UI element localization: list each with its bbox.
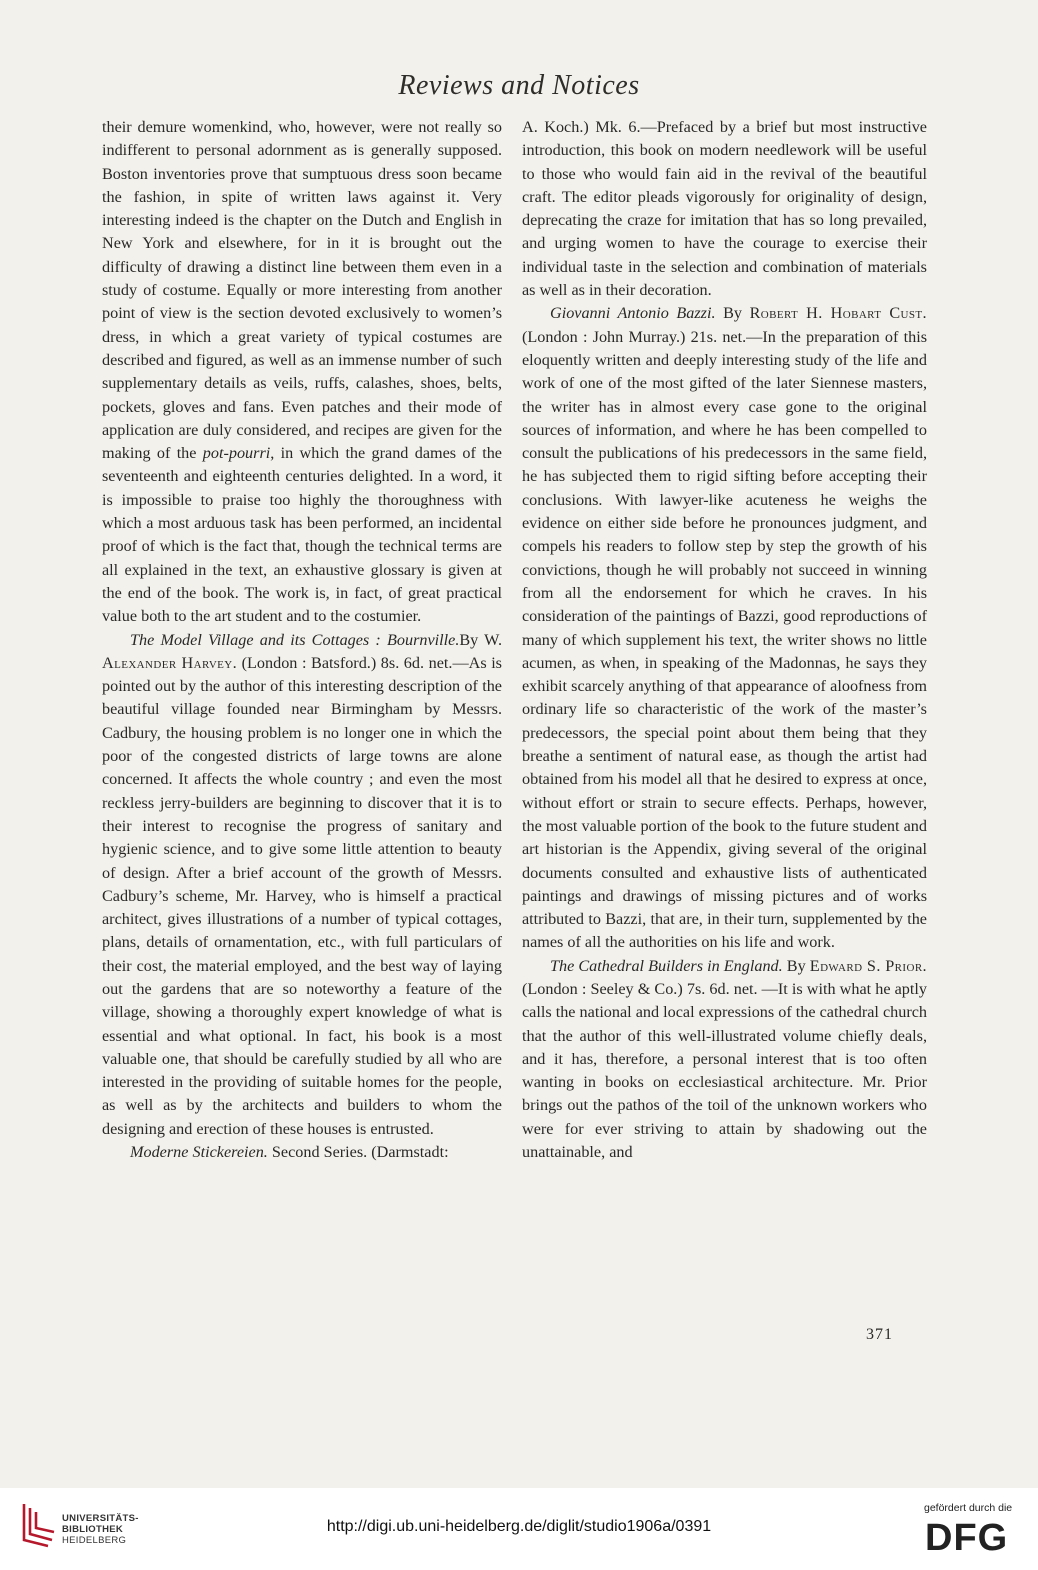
book-author: Alexander Harvey. [102,653,238,672]
running-head: Reviews and Notices [398,70,640,101]
paragraph-text: (London : Batsford.) 8s. 6d. net.—As is pointed out by the author of this interesting description of the beautiful village founded near Birmingham by Messrs. Cadbury, the housing problem is no longer one in which the poor of the congested districts of large towns are alone concerned. It affects the whole country ; and even the most reckless jerry-builders are beginning to discover that it is to their interest to recognise the progress of sanitary and hygienic science, and to give some little attention to beauty of design. After a brief account of the growth of Messrs. Cadbury’s scheme, Mr. Harvey, who is himself a practical architect, gives illustrations of a number of typical cottages, plans, details of ornamentation, etc., with full particulars of their cost, the material employed, and the best way of laying out the gardens that are so noteworthy a feature of the village, showing a thoroughly expert knowledge of what is essential and what optional. In fact, his book is a most valuable one, that should be carefully studied by all who are interested in the providing of suitable homes for the people, as well as by the architects and builders to whom the designing and erection of these houses is entrusted. [102,653,502,1138]
paragraph-text: , in which the grand dames of the seventeenth and eighteenth centuries delighted. In a word, it is impossible to praise too highly the thoroughness with which a most arduous task has been performed, an incidental proof of which is the fact that, though the technical terms are all explained in the text, an exhaustive glossary is given at the end of the book. The work is, in fact, of great practical value both to the art student and to the costumier. [102,444,502,626]
by-label: By [715,304,750,323]
source-url-link[interactable]: http://digi.ub.uni-heidelberg.de/diglit/studio1906a/0391 [326,1518,712,1535]
funded-by-label: gefördert durch die [924,1502,1013,1514]
review-continuation [522,116,927,302]
review-continuation [102,116,502,629]
paragraph-text: their demure womenkind, who, however, were not really so indifferent to personal adornment as is generally supposed. Boston inventories prove that sumptuous dress soon became the fashion, in spite of written laws against it. Very interesting indeed is the chapter on the Dutch and English in New York and elsewhere, for in it is brought out the difficulty of drawing a distinct line between them even in a study of costume. Equally or more interesting from another point of view is the section devoted exclusively to women’s dress, in which a great variety of typical costumes are described and figured, as well as an immense number of such supplementary details as veils, ruffs, calashes, shoes, belts, pockets, gloves and fans. Even patches and their mode of application are duly considered, and recipes are given for the making of the [102,118,502,463]
uni-name-line: UNIVERSITÄTS- [62,1513,139,1524]
paragraph-text: (London : John Murray.) 21s. net.—In the preparation of this eloquently written and deeply interesting study of the life and work of one of the most gifted of the later Siennese masters, the writer has in almost every case gone to the original sources of information, and where he has been compelled to consult the publications of his predecessors in the same field, he has subjected them to rigid sifting before accepting their conclusions. With lawyer-like acuteness he weighs the evidence on either side before he pronounces judgment, and compels his readers to follow step by step the growth of his convictions, though he will probably not succeed in winning from all the endorsement for which he craves. In his consideration of the paintings of Bazzi, good reproductions of many of which supplement his text, the writer shows no little acumen, as when, in speaking of the Madonnas, he says they exhibit scarcely anything of that appearance of aloofness from ordinary life so characteristic of the work of the master’s predecessors, the special point about them being that they breathe a sentiment of natural ease, as though the artist had obtained from his model all that he desired to express at once, without effort or strain to secure effects. Perhaps, however, the most valuable portion of the book to the future student and art historian is the Appendix, giving several of the original documents consulted and exhaustive lists of authenticated paintings and drawings of missing pictures and of works attributed to Bazzi, that are, in their turn, supplemented by the names of all the authorities on his life and work. [522,327,927,952]
paragraph-text: A. Koch.) Mk. 6.—Prefaced by a brief but most instructive introduction, this book on modern needlework will be useful to those who would fain aid in the revival of the beautiful craft. The editor pleads vigorously for originality of design, deprecating the craze for imitation that has so long prevailed, and urging women to have the courage to exercise their individual taste in the selection and combination of materials as well as in their decoration. [522,118,927,300]
page-number: 371 [866,1326,893,1343]
book-author: Robert H. Hobart Cust. [749,304,927,323]
book-title: The Cathedral Builders in England. [550,956,783,975]
left-column [102,116,502,1164]
uni-name-line: HEIDELBERG [62,1535,127,1546]
uni-name-line: BIBLIOTHEK [62,1524,124,1535]
book-title: The Model Village and its Cottages : Bournville. [130,630,460,649]
book-title: Giovanni Antonio Bazzi. [550,304,716,323]
review-entry-model-village [102,629,502,1142]
by-label: By W. [459,630,502,649]
review-entry-cathedral-builders [522,955,927,1165]
review-entry-bazzi [522,302,927,954]
italic-term: pot-pourri [202,444,271,463]
dfg-logo: DFG [925,1517,1009,1559]
right-column [522,116,927,1164]
book-author: Edward S. Prior. [809,956,927,975]
paragraph-text: Second Series. (Darmstadt: [267,1143,449,1162]
paragraph-text: (London : Seeley & Co.) 7s. 6d. net. —It is with what he aptly calls the national and local expressions of the cathedral church that the author of this well-illustrated volume chiefly deals, and it has, therefore, a personal interest that is too often wanting in books on ecclesiastical architecture. Mr. Prior brings out the pathos of the toil of the unknown workers who were for ever striving to attain by shadowing out the unattainable, and [522,979,927,1162]
by-label: By [782,956,810,975]
review-entry-moderne-stickereien [102,1141,502,1164]
book-title: Moderne Stickereien. [130,1143,268,1162]
